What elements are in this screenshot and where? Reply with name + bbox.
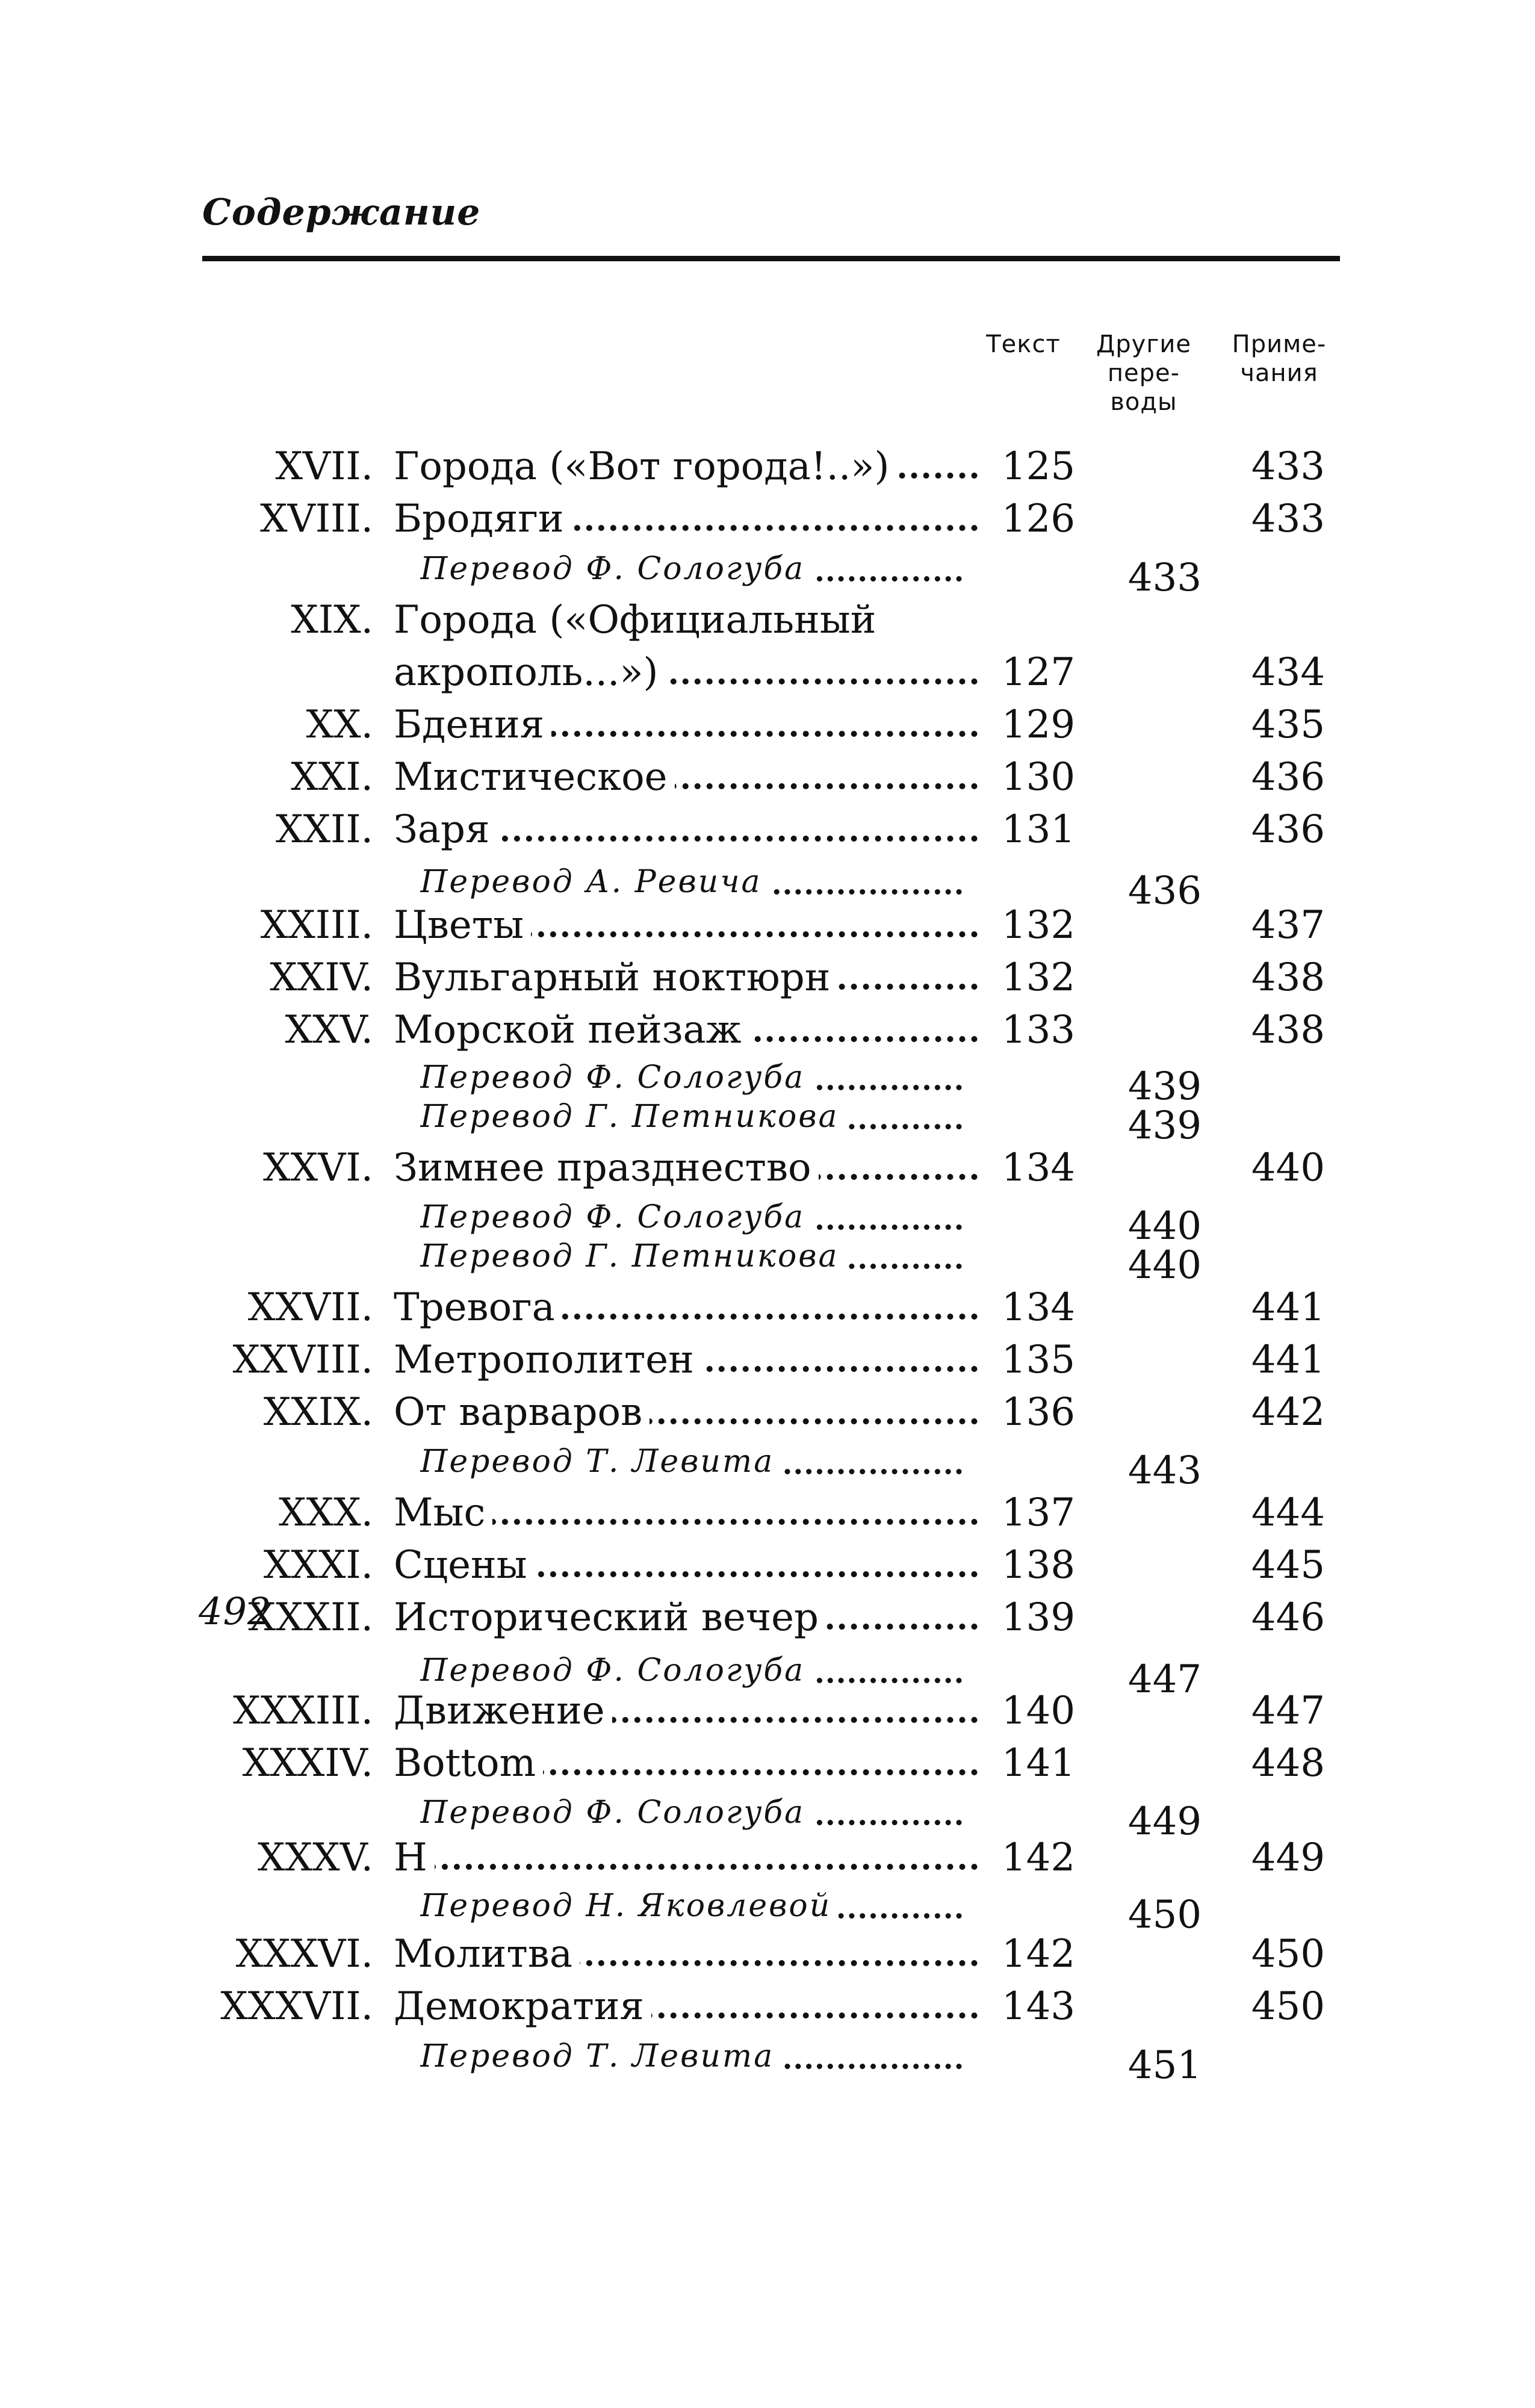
notes-page-number: 444 — [1251, 1491, 1326, 1535]
toc-entry — [0, 1982, 1535, 2031]
translator-label: Перевод Ф. Сологуба — [420, 1795, 812, 1831]
entry-title — [394, 1541, 978, 1589]
entry-title-label: Мыс — [394, 1491, 492, 1535]
translation-row — [0, 1885, 1535, 1937]
column-header-notes: Приме- чания — [1232, 330, 1327, 387]
entry-title — [394, 1283, 978, 1332]
entry-title-label: H — [394, 1835, 435, 1880]
notes-page-number: 441 — [1251, 1338, 1326, 1382]
other-translation-page-number: 449 — [1127, 1799, 1202, 1844]
entry-title-label: Города («Вот города!..») — [394, 444, 896, 489]
entry-number: XVIII. — [260, 497, 373, 541]
entry-title — [394, 1739, 978, 1787]
translator-credit — [420, 1057, 962, 1099]
entry-title-label: Зимнее празднество — [394, 1146, 819, 1190]
entry-title — [394, 1930, 978, 1978]
toc-entry — [0, 1489, 1535, 1537]
other-translation-page-number: 440 — [1127, 1204, 1202, 1249]
entry-title-label: Вульгарный ноктюрн — [394, 955, 837, 1000]
text-page-number: 131 — [1001, 807, 1076, 852]
translator-credit — [420, 861, 962, 903]
notes-page-number: 435 — [1251, 703, 1326, 747]
other-translation-page-number: 433 — [1127, 556, 1202, 600]
toc-entry — [0, 1541, 1535, 1589]
translation-row — [0, 861, 1535, 913]
entry-title-label: Движение — [394, 1689, 612, 1733]
text-page-number: 139 — [1001, 1595, 1076, 1640]
notes-page-number: 440 — [1251, 1146, 1326, 1190]
text-page-number: 132 — [1001, 903, 1076, 948]
translator-label: Перевод Н. Яковлевой — [420, 1888, 839, 1924]
notes-page-number: 448 — [1251, 1741, 1326, 1786]
translator-credit — [420, 1885, 962, 1927]
text-page-number: 133 — [1001, 1008, 1076, 1052]
text-page-number: 130 — [1001, 755, 1076, 799]
entry-number: XX. — [306, 703, 373, 747]
translation-row — [0, 1196, 1535, 1249]
entry-title-label: Мистическое — [394, 755, 675, 799]
translator-label: Перевод Ф. Сологуба — [420, 551, 812, 587]
translator-credit — [420, 548, 962, 590]
entry-number: XXXI. — [263, 1543, 373, 1587]
entry-title — [394, 1593, 978, 1642]
entry-title-label: Исторический вечер — [394, 1595, 826, 1640]
toc-entry — [0, 1388, 1535, 1436]
column-header-other-translations: Другие пере- воды — [1096, 330, 1191, 416]
translator-label: Перевод Ф. Сологуба — [420, 1652, 812, 1689]
entry-title — [394, 901, 978, 949]
translator-credit — [420, 1196, 962, 1238]
entry-title — [394, 495, 978, 543]
entry-number: XXXVII. — [220, 1984, 373, 2029]
entry-title — [394, 648, 978, 697]
text-page-number: 127 — [1001, 650, 1076, 695]
toc-entry — [0, 805, 1535, 854]
notes-page-number: 438 — [1251, 1008, 1326, 1052]
toc-entry — [0, 901, 1535, 949]
translator-credit — [420, 1235, 962, 1277]
entry-title-label: От варваров — [394, 1390, 650, 1435]
toc-entry — [0, 1336, 1535, 1384]
translator-credit — [420, 1441, 962, 1483]
toc-entry — [0, 1687, 1535, 1735]
other-translation-page-number: 436 — [1127, 869, 1202, 913]
entry-title — [394, 596, 978, 644]
translator-credit — [420, 1096, 962, 1138]
notes-page-number: 433 — [1251, 497, 1326, 541]
entry-number: XXVIII. — [232, 1338, 373, 1382]
notes-page-number: 445 — [1251, 1543, 1326, 1587]
other-translation-page-number: 439 — [1127, 1064, 1202, 1109]
translation-row — [0, 2035, 1535, 2088]
entry-title-label: Bottom — [394, 1741, 543, 1786]
text-page-number: 129 — [1001, 703, 1076, 747]
text-page-number: 134 — [1001, 1285, 1076, 1330]
entry-title-label: Морской пейзаж — [394, 1008, 749, 1052]
column-header-text: Текст — [986, 330, 1061, 358]
notes-page-number: 433 — [1251, 444, 1326, 489]
translator-credit — [420, 1792, 962, 1834]
entry-title-label: Города («Официальный — [394, 598, 883, 642]
entry-number: XXXVI. — [235, 1932, 373, 1976]
entry-title — [394, 1388, 978, 1436]
entry-number: XIX. — [291, 598, 373, 642]
translator-label: Перевод Т. Левита — [420, 2038, 781, 2074]
entry-title-label: Сцены — [394, 1543, 535, 1587]
notes-page-number: 446 — [1251, 1595, 1326, 1640]
entry-title-label: акрополь...») — [394, 650, 666, 695]
translator-label: Перевод Ф. Сологуба — [420, 1060, 812, 1096]
text-page-number: 137 — [1001, 1491, 1076, 1535]
entry-title — [394, 1982, 978, 2031]
translation-row — [0, 1057, 1535, 1109]
text-page-number: 134 — [1001, 1146, 1076, 1190]
entry-title-label: Молитва — [394, 1932, 580, 1976]
translation-row — [0, 1792, 1535, 1844]
other-translation-page-number: 443 — [1127, 1448, 1202, 1493]
entry-title — [394, 701, 978, 749]
entry-title — [394, 753, 978, 801]
text-page-number: 140 — [1001, 1689, 1076, 1733]
notes-page-number: 450 — [1251, 1984, 1326, 2029]
entry-title — [394, 1336, 978, 1384]
translation-row — [0, 1649, 1535, 1702]
text-page-number: 136 — [1001, 1390, 1076, 1435]
entry-title — [394, 805, 978, 854]
running-title: Содержание — [202, 191, 481, 234]
entry-title-label: Цветы — [394, 903, 531, 948]
toc-entry — [0, 1144, 1535, 1192]
notes-page-number: 436 — [1251, 755, 1326, 799]
translator-label: Перевод Т. Левита — [420, 1444, 781, 1480]
toc-entry — [0, 442, 1535, 491]
toc-entry — [0, 495, 1535, 543]
translator-credit — [420, 2035, 962, 2078]
entry-number: XXXV. — [257, 1835, 373, 1880]
toc-entry — [0, 1283, 1535, 1332]
translator-label: Перевод Г. Петникова — [420, 1238, 846, 1274]
entry-number: XXIV. — [270, 955, 373, 1000]
entry-title — [394, 1834, 978, 1882]
other-translation-page-number: 447 — [1127, 1657, 1202, 1702]
translation-row — [0, 548, 1535, 600]
text-page-number: 125 — [1001, 444, 1076, 489]
other-translation-page-number: 450 — [1127, 1893, 1202, 1937]
other-translation-page-number: 439 — [1127, 1103, 1202, 1148]
other-translation-page-number: 440 — [1127, 1243, 1202, 1288]
entry-number: XXI. — [291, 755, 373, 799]
text-page-number: 141 — [1001, 1741, 1076, 1786]
toc-entry — [0, 648, 1535, 697]
translation-row — [0, 1441, 1535, 1493]
entry-number: XXXIV. — [242, 1741, 373, 1786]
toc-entry — [0, 596, 1535, 644]
text-page-number: 138 — [1001, 1543, 1076, 1587]
text-page-number: 135 — [1001, 1338, 1076, 1382]
entry-title-label: Метрополитен — [394, 1338, 701, 1382]
translation-row — [0, 1096, 1535, 1148]
entry-title — [394, 1489, 978, 1537]
entry-title-label: Бдения — [394, 703, 551, 747]
text-page-number: 126 — [1001, 497, 1076, 541]
notes-page-number: 447 — [1251, 1689, 1326, 1733]
entry-title — [394, 1687, 978, 1735]
entry-number: XXIII. — [260, 903, 373, 948]
entry-number: XXII. — [275, 807, 373, 852]
header-rule — [202, 256, 1340, 261]
entry-title-label: Тревога — [394, 1285, 562, 1330]
entry-number: XXXIII. — [233, 1689, 373, 1733]
notes-page-number: 436 — [1251, 807, 1326, 852]
notes-page-number: 442 — [1251, 1390, 1326, 1435]
toc-entry — [0, 1834, 1535, 1882]
toc-entry — [0, 1006, 1535, 1054]
entry-number: XXVI. — [263, 1146, 373, 1190]
entry-title — [394, 1144, 978, 1192]
notes-page-number: 449 — [1251, 1835, 1326, 1880]
text-page-number: 132 — [1001, 955, 1076, 1000]
dot-leader — [394, 1864, 978, 1870]
entry-number: XXVII. — [247, 1285, 373, 1330]
notes-page-number: 450 — [1251, 1932, 1326, 1976]
text-page-number: 142 — [1001, 1835, 1076, 1880]
entry-title-label: Бродяги — [394, 497, 571, 541]
entry-number: XXV. — [285, 1008, 373, 1052]
text-page-number: 143 — [1001, 1984, 1076, 2029]
entry-title — [394, 442, 978, 491]
notes-page-number: 441 — [1251, 1285, 1326, 1330]
translator-credit — [420, 1649, 962, 1692]
page-number: 492 — [199, 1589, 272, 1633]
toc-entry — [0, 954, 1535, 1002]
notes-page-number: 437 — [1251, 903, 1326, 948]
notes-page-number: 434 — [1251, 650, 1326, 695]
entry-title-label: Заря — [394, 807, 497, 852]
entry-title-label: Демократия — [394, 1984, 651, 2029]
text-page-number: 142 — [1001, 1932, 1076, 1976]
notes-page-number: 438 — [1251, 955, 1326, 1000]
toc-entry — [0, 1930, 1535, 1978]
translator-label: Перевод Ф. Сологуба — [420, 1199, 812, 1235]
entry-title — [394, 1006, 978, 1054]
other-translation-page-number: 451 — [1127, 2043, 1202, 2088]
entry-number: XXIX. — [263, 1390, 373, 1435]
entry-number: XXXII. — [248, 1595, 373, 1640]
entry-number: XXX. — [278, 1491, 373, 1535]
toc-entry — [0, 1739, 1535, 1787]
entry-number: XVII. — [275, 444, 373, 489]
translation-row — [0, 1235, 1535, 1288]
translator-label: Перевод А. Ревича — [420, 864, 769, 900]
toc-entry — [0, 753, 1535, 801]
translator-label: Перевод Г. Петникова — [420, 1099, 846, 1135]
toc-entry — [0, 701, 1535, 749]
entry-title — [394, 954, 978, 1002]
